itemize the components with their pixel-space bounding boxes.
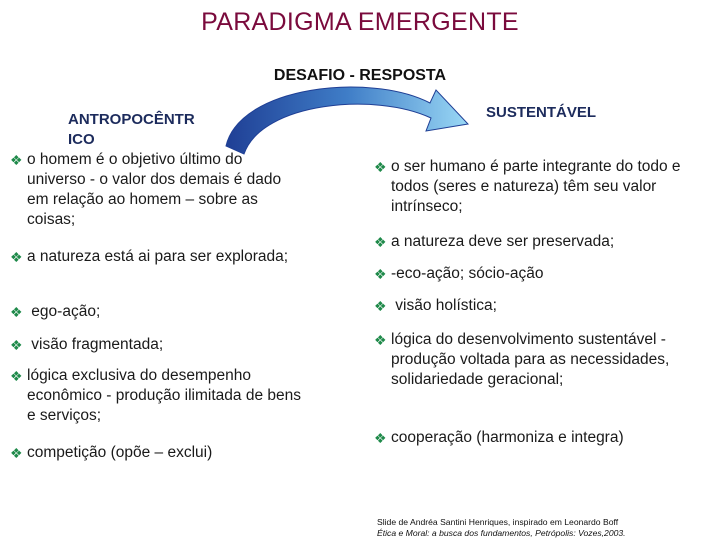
diamond-bullet-icon: ❖ [374, 159, 387, 175]
right-list-item: ❖ lógica do desenvolvimento sustentável -produção voltada para as necessidades, solidariedade geracional; [374, 331, 670, 388]
left-list-item: ❖ a natureza está ai para ser explorada; [10, 248, 289, 265]
diamond-bullet-icon: ❖ [10, 152, 23, 168]
right-list-item: ❖ -eco-ação; sócio-ação [374, 265, 544, 282]
left-list-item: ❖ competição (opõe – exclui) [10, 444, 213, 461]
credit-line-1: Slide de Andréa Santini Henriques, inspirado em Leonardo Boff [377, 517, 619, 527]
diamond-bullet-icon: ❖ [374, 332, 387, 348]
page-title: PARADIGMA EMERGENTE [201, 8, 519, 36]
diamond-bullet-icon: ❖ [374, 430, 387, 446]
right-column-heading: SUSTENTÁVEL [486, 104, 597, 121]
left-heading-line-1: ANTROPOCÊNTR [68, 111, 195, 128]
diamond-bullet-icon: ❖ [374, 298, 387, 314]
left-list-item: ❖ lógica exclusiva do desempenho econômico - produção ilimitada de bens e serviços; [10, 367, 301, 424]
diamond-bullet-icon: ❖ [374, 266, 387, 282]
right-list-item: ❖ visão holística; [374, 297, 497, 314]
credit-note [377, 517, 626, 539]
right-list-item: ❖ a natureza deve ser preservada; [374, 233, 615, 250]
left-list-item: ❖ ego-ação; [10, 303, 101, 320]
left-column-heading [68, 110, 238, 150]
left-list-item: ❖ visão fragmentada; [10, 336, 164, 353]
diamond-bullet-icon: ❖ [10, 249, 23, 265]
left-heading-line-2: ICO [68, 131, 95, 148]
right-list-item: ❖ o ser humano é parte integrante do todo e todos (seres e natureza) têm seu valor intrínseco; [374, 158, 681, 215]
diamond-bullet-icon: ❖ [10, 445, 23, 461]
diamond-bullet-icon: ❖ [374, 234, 387, 250]
right-list-item: ❖ cooperação (harmoniza e integra) [374, 429, 624, 446]
diamond-bullet-icon: ❖ [10, 337, 23, 353]
credit-line-2: Ética e Moral: a busca dos fundamentos, Petrópolis: Vozes,2003. [377, 528, 626, 538]
left-list-item: ❖ o homem é o objetivo último do universo - o valor dos demais é dado em relação ao homem – sobre as coisas; [10, 151, 282, 228]
page-subtitle: DESAFIO - RESPOSTA [273, 67, 447, 84]
diamond-bullet-icon: ❖ [10, 304, 23, 320]
diamond-bullet-icon: ❖ [10, 368, 23, 384]
